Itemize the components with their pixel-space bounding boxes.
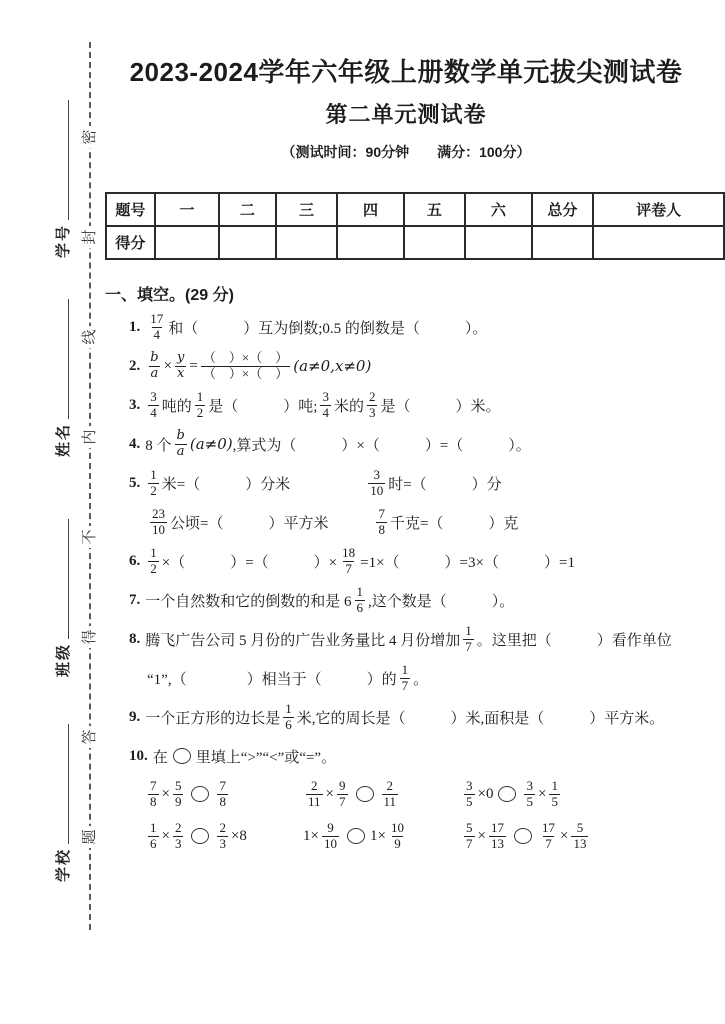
fraction-denominator: 10: [370, 482, 384, 498]
fraction: [367, 390, 378, 421]
fraction-numerator: 3: [466, 778, 473, 793]
question-text: ×0: [477, 785, 494, 802]
page-title: 2023-2024学年六年级上册数学单元拔尖测试卷: [129, 57, 683, 87]
seal-char: 线: [75, 326, 105, 348]
section-title: 一、填空。(29 分): [105, 287, 234, 304]
score-table-header-cell: 题号: [106, 193, 155, 226]
fraction-numerator: 5: [576, 819, 584, 835]
comparison-circle: [356, 786, 374, 802]
score-empty-cell: [532, 226, 594, 259]
score-label-cell: 得分: [106, 226, 155, 259]
question-text: “1”,（ ）相当于（ ）的: [147, 671, 397, 688]
fraction-denominator: 9: [394, 835, 401, 851]
fraction-numerator: 3: [526, 778, 533, 793]
question-10: [105, 740, 715, 772]
fraction-numerator: 1: [150, 819, 157, 835]
question-text: (a≠0): [189, 435, 233, 453]
score-table-header-cell: 二: [219, 193, 276, 226]
score-empty-cell: [465, 226, 531, 259]
question-9: [105, 701, 715, 733]
question-6: [105, 545, 715, 577]
question-text: ×: [161, 827, 170, 844]
score-table-header-cell: 总分: [532, 193, 594, 226]
fraction-denominator: 10: [323, 835, 337, 851]
question-2: [105, 350, 715, 382]
fraction: [464, 779, 475, 810]
fraction-denominator: 3: [174, 835, 182, 851]
question-text: 在: [152, 749, 168, 766]
question-text: 米,它的周长是（ ）米,面积是（ ）平方米。: [296, 710, 665, 727]
fraction-numerator: 1: [196, 388, 204, 404]
fraction: [320, 390, 331, 421]
seal-char: 不: [75, 526, 105, 548]
question-text: ×: [559, 827, 569, 844]
fraction: [148, 390, 159, 421]
fraction-denominator: 9: [174, 793, 182, 809]
side-field-blank-line: [57, 100, 69, 220]
question-text: (a≠0,x≠0): [293, 357, 372, 375]
comparison-item-r2c2: [303, 821, 461, 852]
fraction-denominator: 3: [368, 404, 376, 420]
fraction: [389, 821, 406, 852]
score-table-header-cell: 六: [465, 193, 531, 226]
fraction-numerator: 7: [378, 505, 385, 521]
fraction: [150, 507, 167, 538]
question-text: ×: [161, 785, 170, 802]
fraction-denominator: 11: [308, 793, 321, 809]
fraction: [195, 390, 206, 421]
question-number: 1.: [129, 318, 141, 335]
question-number: 7.: [129, 591, 141, 608]
question-text: 吨的: [161, 398, 192, 415]
question-1: [105, 311, 715, 343]
side-field-label: 学校: [55, 847, 72, 882]
question-5: [105, 467, 715, 499]
fraction-denominator: 5: [466, 793, 473, 809]
fraction-denominator: 4: [150, 404, 157, 420]
score-empty-cell: [155, 226, 219, 259]
fraction: [540, 821, 557, 852]
comparison-circle: [173, 748, 191, 764]
fraction: [340, 546, 357, 577]
fraction-numerator: 7: [219, 778, 226, 793]
fraction: [489, 821, 506, 852]
fraction-numerator: 1: [356, 583, 364, 599]
question-text: 8 个: [145, 437, 172, 454]
question-text: 。这里把（ ）看作单位: [476, 632, 672, 649]
question-8: [105, 623, 715, 655]
fraction: [524, 779, 535, 810]
fraction-numerator: 18: [342, 544, 356, 560]
fraction: [355, 585, 366, 616]
fraction-numerator: 3: [322, 388, 329, 404]
question-number: 8.: [129, 630, 141, 647]
question-text: 时=（ ）分: [388, 476, 502, 493]
comparison-circle: [191, 786, 209, 802]
fraction-denominator: 7: [339, 793, 346, 809]
question-continuation: [105, 506, 715, 538]
fraction: [148, 351, 160, 382]
fraction-numerator: 3: [150, 388, 157, 404]
fraction-numerator: 5: [174, 778, 182, 793]
fraction: [382, 779, 399, 810]
question-text: 和（ ）互为倒数;0.5 的倒数是（ ）。: [168, 320, 488, 337]
question-text: ,算式为（ ）×（ ）=（ ）。: [232, 437, 531, 454]
fraction: [173, 779, 184, 810]
comparison-item-r1c1: [145, 779, 303, 810]
side-field-blank-line: [57, 724, 69, 844]
question-text: ×: [163, 357, 173, 374]
fraction: [148, 468, 159, 499]
fraction-denominator: 7: [345, 560, 352, 576]
fraction-denominator: 7: [401, 677, 409, 693]
score-table-header-cell: 一: [155, 193, 219, 226]
fraction-numerator: 2: [174, 819, 182, 835]
question-number: 4.: [129, 435, 141, 452]
question-number: 5.: [129, 474, 141, 491]
fraction-denominator: a: [176, 443, 185, 459]
fraction: [148, 546, 159, 577]
fraction: [571, 821, 588, 852]
fraction-numerator: 2: [368, 388, 376, 404]
fraction-numerator: 23: [152, 505, 165, 521]
fraction-numerator: 17: [541, 819, 555, 835]
fraction-numerator: 7: [150, 778, 157, 793]
fraction: [148, 821, 159, 852]
fraction-numerator: 2: [386, 778, 394, 793]
question-text: ×8: [230, 827, 247, 844]
question-number: 3.: [129, 396, 141, 413]
fraction-numerator: b: [176, 427, 185, 443]
side-field-label: 班级: [55, 642, 72, 677]
fraction: [400, 663, 411, 694]
page-subtitle: 第二单元测试卷: [325, 102, 487, 127]
question-text: 1×: [369, 827, 386, 844]
fraction-numerator: 5: [466, 819, 473, 835]
comparison-item-r1c2: [303, 779, 461, 810]
fraction: [306, 779, 323, 810]
paper-header: [100, 52, 712, 162]
comparison-circle: [514, 828, 532, 844]
side-field-label: 学号: [55, 223, 72, 258]
score-empty-cell: [276, 226, 338, 259]
score-table-header-cell: 四: [337, 193, 403, 226]
fraction-denominator: 8: [219, 793, 226, 809]
question-text: 米=（ ）分米: [161, 476, 366, 493]
seal-char: 封: [75, 226, 105, 248]
fraction: [175, 351, 186, 382]
fraction: [368, 468, 385, 499]
question-text: 是（ ）米。: [380, 398, 501, 415]
score-empty-cell: [337, 226, 403, 259]
fraction-denominator: 13: [573, 835, 587, 851]
score-empty-cell: [219, 226, 276, 259]
fraction-denominator: x: [177, 365, 185, 381]
comparison-item-r1c3: [461, 779, 715, 810]
fraction-denominator: 4: [153, 326, 160, 342]
fraction: [337, 779, 348, 810]
fraction-numerator: 17: [150, 310, 164, 326]
fraction: [201, 351, 290, 382]
fraction-denominator: 10: [152, 521, 165, 537]
fraction-denominator: 6: [285, 716, 292, 732]
fraction-numerator: 9: [339, 778, 346, 793]
comparison-circle: [191, 828, 209, 844]
fraction-numerator: （ ）×（ ）: [202, 349, 289, 365]
score-table-header-row: [106, 193, 724, 226]
comparisons-grid: [105, 779, 715, 852]
fraction-denominator: 7: [465, 638, 472, 654]
seal-char: 答: [75, 726, 105, 748]
side-field-4: [53, 724, 72, 882]
side-field-blank-line: [57, 299, 69, 419]
score-table-header-cell: 五: [404, 193, 466, 226]
question-text: ×: [537, 785, 547, 802]
fraction-denominator: 6: [150, 835, 157, 851]
fraction-numerator: b: [150, 349, 159, 365]
question-text: 1×: [303, 827, 319, 844]
fraction-denominator: （ ）×（ ）: [202, 365, 289, 381]
fraction-numerator: 1: [150, 466, 157, 482]
fraction-numerator: 17: [490, 819, 504, 835]
fraction-denominator: 4: [322, 404, 329, 420]
question-text: 一个正方形的边长是: [145, 710, 281, 727]
side-field-1: [53, 100, 72, 258]
fraction-denominator: 2: [150, 482, 157, 498]
fraction: [549, 779, 560, 810]
test-meta: （测试时间：90分钟 满分：100分）: [281, 144, 531, 160]
fraction: [464, 821, 475, 852]
question-continuation: [105, 662, 715, 694]
side-field-blank-line: [57, 519, 69, 639]
fraction-denominator: 5: [551, 793, 558, 809]
fraction: [217, 779, 228, 810]
question-text: ×: [477, 827, 486, 844]
question-4: [105, 428, 715, 460]
score-table: [105, 192, 725, 260]
comparison-item-r2c3: [461, 821, 715, 852]
fraction: [148, 779, 159, 810]
fraction: [173, 821, 184, 852]
question-number: 9.: [129, 708, 141, 725]
fraction: [283, 702, 294, 733]
question-text: 腾飞广告公司 5 月份的广告业务量比 4 月份增加: [145, 632, 461, 649]
question-text: 公顷=（ ）平方米: [170, 515, 374, 532]
question-text: 千克=（ ）克: [389, 515, 519, 532]
fraction-denominator: 7: [545, 835, 552, 851]
score-table-header-cell: 评卷人: [593, 193, 724, 226]
side-field-label: 姓名: [55, 422, 72, 457]
score-table-header-cell: 三: [276, 193, 338, 226]
fraction-denominator: 5: [526, 793, 533, 809]
question-number: 2.: [129, 357, 141, 374]
fraction-denominator: 7: [466, 835, 473, 851]
fraction-numerator: 1: [401, 661, 409, 677]
fraction: [217, 821, 228, 852]
fraction-numerator: y: [177, 349, 185, 365]
seal-line: [81, 42, 98, 930]
fraction: [148, 312, 165, 343]
fraction-numerator: 2: [311, 778, 318, 793]
seal-char: 内: [75, 426, 105, 448]
fraction-numerator: 9: [327, 819, 334, 835]
fraction: [322, 821, 339, 852]
question-text: 里填上“>”“<”或“=”。: [195, 749, 337, 766]
score-empty-cell: [404, 226, 466, 259]
fraction-numerator: 1: [465, 622, 472, 638]
question-3: [105, 389, 715, 421]
fraction-numerator: 3: [373, 466, 380, 482]
fraction: [463, 624, 474, 655]
question-text: 一个自然数和它的倒数的和是 6: [145, 593, 352, 610]
fraction: [376, 507, 387, 538]
question-text: ×（ ）=（ ）×: [161, 554, 338, 571]
fraction-denominator: 13: [490, 835, 504, 851]
fraction-denominator: 8: [378, 521, 385, 537]
fraction-denominator: 6: [356, 599, 364, 615]
fraction-numerator: 1: [150, 544, 157, 560]
question-text: =: [189, 357, 198, 374]
question-text: ×: [325, 785, 334, 802]
side-field-3: [53, 519, 72, 677]
seal-char: 得: [75, 626, 105, 648]
fraction-denominator: a: [150, 365, 159, 381]
question-number: 10.: [129, 747, 148, 764]
fraction-numerator: 1: [551, 778, 558, 793]
side-field-2: [53, 299, 72, 457]
question-text: 米的: [333, 398, 364, 415]
question-text: ,这个数是（ ）。: [368, 593, 515, 610]
question-7: [105, 584, 715, 616]
fraction-denominator: 8: [150, 793, 157, 809]
seal-char: 题: [75, 826, 105, 848]
fraction-denominator: 11: [383, 793, 397, 809]
questions-list: [105, 311, 715, 772]
paper-content: [105, 282, 715, 852]
fraction-denominator: 2: [150, 560, 157, 576]
score-table-score-row: [106, 226, 724, 259]
fraction: [175, 429, 187, 460]
fraction-denominator: 2: [196, 404, 204, 420]
question-text: 是（ ）吨;: [208, 398, 318, 415]
question-number: 6.: [129, 552, 141, 569]
comparison-circle: [498, 786, 516, 802]
fraction-numerator: 1: [285, 700, 292, 716]
score-empty-cell: [593, 226, 724, 259]
question-text: 。: [413, 671, 429, 688]
seal-char: 密: [75, 126, 105, 148]
fraction-denominator: 3: [219, 835, 226, 851]
comparison-item-r2c1: [145, 821, 303, 852]
fraction-numerator: 10: [390, 819, 404, 835]
comparison-circle: [347, 828, 365, 844]
question-text: =1×（ ）=3×（ ）=1: [360, 554, 575, 571]
fraction-numerator: 2: [219, 819, 226, 835]
